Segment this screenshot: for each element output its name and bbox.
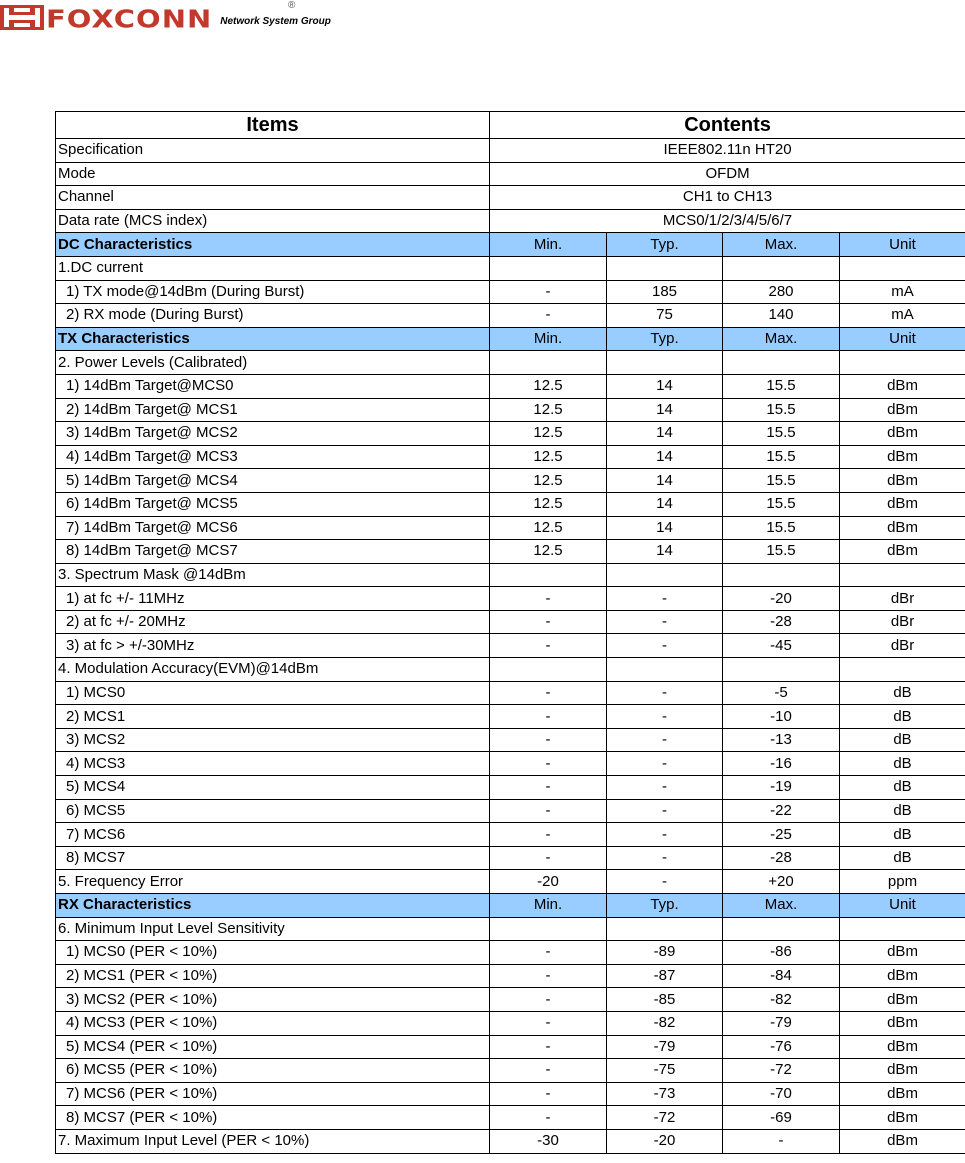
row-label: Specification bbox=[56, 139, 490, 163]
table-row bbox=[56, 776, 965, 800]
empty-cell bbox=[723, 917, 840, 941]
cell-unit: dBm bbox=[840, 516, 965, 540]
cell-min: - bbox=[490, 610, 607, 634]
cell-unit: dB bbox=[840, 728, 965, 752]
table-row bbox=[56, 634, 965, 658]
cell-max: 15.5 bbox=[723, 374, 840, 398]
empty-cell bbox=[607, 658, 723, 682]
cell-typ: - bbox=[607, 587, 723, 611]
cell-max: 15.5 bbox=[723, 516, 840, 540]
cell-min: - bbox=[490, 823, 607, 847]
cell-min: - bbox=[490, 941, 607, 965]
table-row bbox=[56, 209, 965, 233]
empty-cell bbox=[607, 256, 723, 280]
cell-typ: 75 bbox=[607, 304, 723, 328]
cell-unit: mA bbox=[840, 280, 965, 304]
column-header-unit: Unit bbox=[840, 327, 965, 351]
cell-unit: dB bbox=[840, 823, 965, 847]
cell-typ: -75 bbox=[607, 1059, 723, 1083]
group-label: 6. Minimum Input Level Sensitivity bbox=[56, 917, 490, 941]
cell-min: - bbox=[490, 280, 607, 304]
cell-unit: dBm bbox=[840, 1035, 965, 1059]
empty-cell bbox=[723, 351, 840, 375]
cell-min: - bbox=[490, 1059, 607, 1083]
table-row bbox=[56, 964, 965, 988]
foxconn-logo bbox=[0, 0, 331, 34]
table-row bbox=[56, 705, 965, 729]
table-row bbox=[56, 1129, 965, 1153]
empty-cell bbox=[723, 256, 840, 280]
brand-name: FOXCONN bbox=[46, 4, 213, 34]
cell-unit: dBr bbox=[840, 610, 965, 634]
table-row bbox=[56, 186, 965, 210]
cell-max: -5 bbox=[723, 681, 840, 705]
row-label: 2) MCS1 bbox=[56, 705, 490, 729]
column-header-min: Min. bbox=[490, 894, 607, 918]
cell-unit: dB bbox=[840, 752, 965, 776]
cell-min: - bbox=[490, 587, 607, 611]
cell-min: 12.5 bbox=[490, 516, 607, 540]
cell-unit: dBm bbox=[840, 374, 965, 398]
row-label: 1) MCS0 bbox=[56, 681, 490, 705]
cell-unit: mA bbox=[840, 304, 965, 328]
foxconn-logo-icon bbox=[0, 4, 44, 30]
table-row bbox=[56, 469, 965, 493]
cell-min: - bbox=[490, 752, 607, 776]
table-row bbox=[56, 540, 965, 564]
cell-typ: 14 bbox=[607, 540, 723, 564]
row-value: MCS0/1/2/3/4/5/6/7 bbox=[490, 209, 965, 233]
cell-typ: 14 bbox=[607, 398, 723, 422]
row-label: 5) MCS4 (PER < 10%) bbox=[56, 1035, 490, 1059]
row-label: 3) at fc > +/-30MHz bbox=[56, 634, 490, 658]
empty-cell bbox=[490, 658, 607, 682]
cell-min: - bbox=[490, 1082, 607, 1106]
table-row bbox=[56, 941, 965, 965]
row-label: 2) at fc +/- 20MHz bbox=[56, 610, 490, 634]
cell-min: 12.5 bbox=[490, 540, 607, 564]
table-row bbox=[56, 304, 965, 328]
cell-unit: dBm bbox=[840, 1011, 965, 1035]
empty-cell bbox=[490, 256, 607, 280]
cell-min: 12.5 bbox=[490, 398, 607, 422]
cell-typ: - bbox=[607, 705, 723, 729]
row-label: 5. Frequency Error bbox=[56, 870, 490, 894]
table-row bbox=[56, 1082, 965, 1106]
column-header-typ: Typ. bbox=[607, 233, 723, 257]
cell-max: -22 bbox=[723, 799, 840, 823]
cell-min: - bbox=[490, 846, 607, 870]
cell-min: - bbox=[490, 776, 607, 800]
group-row bbox=[56, 658, 965, 682]
cell-unit: dB bbox=[840, 681, 965, 705]
cell-max: -10 bbox=[723, 705, 840, 729]
cell-typ: - bbox=[607, 634, 723, 658]
cell-min: - bbox=[490, 1035, 607, 1059]
specification-table bbox=[55, 111, 965, 1154]
cell-max: -20 bbox=[723, 587, 840, 611]
table-row bbox=[56, 280, 965, 304]
cell-unit: dBm bbox=[840, 1106, 965, 1130]
cell-typ: -89 bbox=[607, 941, 723, 965]
cell-typ: 14 bbox=[607, 422, 723, 446]
cell-typ: -20 bbox=[607, 1129, 723, 1153]
cell-max: -82 bbox=[723, 988, 840, 1012]
group-label: 3. Spectrum Mask @14dBm bbox=[56, 563, 490, 587]
cell-max: -45 bbox=[723, 634, 840, 658]
column-header-max: Max. bbox=[723, 327, 840, 351]
column-header-unit: Unit bbox=[840, 233, 965, 257]
cell-typ: - bbox=[607, 681, 723, 705]
row-value: OFDM bbox=[490, 162, 965, 186]
table-row bbox=[56, 139, 965, 163]
cell-unit: dBm bbox=[840, 398, 965, 422]
table-row bbox=[56, 823, 965, 847]
cell-min: - bbox=[490, 705, 607, 729]
table-row bbox=[56, 1059, 965, 1083]
row-label: 4) MCS3 (PER < 10%) bbox=[56, 1011, 490, 1035]
row-label: 4) MCS3 bbox=[56, 752, 490, 776]
group-row bbox=[56, 917, 965, 941]
cell-typ: - bbox=[607, 823, 723, 847]
section-header-row bbox=[56, 233, 965, 257]
cell-min: - bbox=[490, 634, 607, 658]
row-label: 2) RX mode (During Burst) bbox=[56, 304, 490, 328]
cell-unit: ppm bbox=[840, 870, 965, 894]
section-title: TX Characteristics bbox=[56, 327, 490, 351]
table-row bbox=[56, 846, 965, 870]
cell-max: -72 bbox=[723, 1059, 840, 1083]
group-label: 1.DC current bbox=[56, 256, 490, 280]
cell-typ: 14 bbox=[607, 469, 723, 493]
cell-typ: -73 bbox=[607, 1082, 723, 1106]
row-label: 7) 14dBm Target@ MCS6 bbox=[56, 516, 490, 540]
table-row bbox=[56, 752, 965, 776]
cell-typ: - bbox=[607, 776, 723, 800]
column-header-min: Min. bbox=[490, 233, 607, 257]
header-items: Items bbox=[56, 112, 490, 139]
empty-cell bbox=[840, 256, 965, 280]
cell-min: - bbox=[490, 681, 607, 705]
empty-cell bbox=[840, 917, 965, 941]
cell-max: -79 bbox=[723, 1011, 840, 1035]
cell-min: - bbox=[490, 1011, 607, 1035]
row-label: 5) 14dBm Target@ MCS4 bbox=[56, 469, 490, 493]
row-label: 6) 14dBm Target@ MCS5 bbox=[56, 492, 490, 516]
column-header-typ: Typ. bbox=[607, 327, 723, 351]
row-label: 6) MCS5 bbox=[56, 799, 490, 823]
row-label: 8) MCS7 bbox=[56, 846, 490, 870]
cell-typ: 14 bbox=[607, 445, 723, 469]
cell-unit: dB bbox=[840, 799, 965, 823]
table-row bbox=[56, 422, 965, 446]
cell-unit: dBm bbox=[840, 540, 965, 564]
cell-min: 12.5 bbox=[490, 445, 607, 469]
row-label: 3) MCS2 (PER < 10%) bbox=[56, 988, 490, 1012]
cell-unit: dBm bbox=[840, 1059, 965, 1083]
cell-min: - bbox=[490, 964, 607, 988]
cell-unit: dBr bbox=[840, 634, 965, 658]
row-label: Channel bbox=[56, 186, 490, 210]
table-row bbox=[56, 799, 965, 823]
cell-min: - bbox=[490, 799, 607, 823]
cell-typ: - bbox=[607, 799, 723, 823]
group-row bbox=[56, 563, 965, 587]
empty-cell bbox=[840, 351, 965, 375]
cell-max: 15.5 bbox=[723, 492, 840, 516]
cell-unit: dBm bbox=[840, 422, 965, 446]
column-header-max: Max. bbox=[723, 894, 840, 918]
cell-min: - bbox=[490, 728, 607, 752]
cell-max: 15.5 bbox=[723, 469, 840, 493]
row-label: 3) 14dBm Target@ MCS2 bbox=[56, 422, 490, 446]
table-row bbox=[56, 445, 965, 469]
table-row bbox=[56, 587, 965, 611]
column-header-typ: Typ. bbox=[607, 894, 723, 918]
cell-min: -20 bbox=[490, 870, 607, 894]
table-row bbox=[56, 1011, 965, 1035]
row-label: 5) MCS4 bbox=[56, 776, 490, 800]
cell-min: 12.5 bbox=[490, 492, 607, 516]
row-label: 4) 14dBm Target@ MCS3 bbox=[56, 445, 490, 469]
cell-min: -30 bbox=[490, 1129, 607, 1153]
cell-min: - bbox=[490, 1106, 607, 1130]
table-header-row bbox=[56, 112, 965, 139]
table-row bbox=[56, 398, 965, 422]
brand-group: Network System Group bbox=[220, 16, 331, 27]
cell-typ: 14 bbox=[607, 516, 723, 540]
cell-max: 15.5 bbox=[723, 540, 840, 564]
table-row bbox=[56, 1106, 965, 1130]
registered-mark: ® bbox=[288, 0, 296, 11]
column-header-min: Min. bbox=[490, 327, 607, 351]
cell-unit: dBm bbox=[840, 988, 965, 1012]
empty-cell bbox=[490, 351, 607, 375]
row-label: 2) 14dBm Target@ MCS1 bbox=[56, 398, 490, 422]
cell-max: -70 bbox=[723, 1082, 840, 1106]
column-header-unit: Unit bbox=[840, 894, 965, 918]
cell-min: 12.5 bbox=[490, 374, 607, 398]
section-title: DC Characteristics bbox=[56, 233, 490, 257]
empty-cell bbox=[723, 563, 840, 587]
row-label: 8) MCS7 (PER < 10%) bbox=[56, 1106, 490, 1130]
cell-max: -86 bbox=[723, 941, 840, 965]
cell-unit: dBm bbox=[840, 445, 965, 469]
cell-typ: - bbox=[607, 728, 723, 752]
cell-unit: dBm bbox=[840, 469, 965, 493]
row-value: IEEE802.11n HT20 bbox=[490, 139, 965, 163]
empty-cell bbox=[607, 563, 723, 587]
row-label: 7) MCS6 bbox=[56, 823, 490, 847]
table-row bbox=[56, 492, 965, 516]
empty-cell bbox=[490, 917, 607, 941]
table-row bbox=[56, 870, 965, 894]
cell-max: -19 bbox=[723, 776, 840, 800]
row-label: 1) at fc +/- 11MHz bbox=[56, 587, 490, 611]
row-label: Data rate (MCS index) bbox=[56, 209, 490, 233]
cell-max: 280 bbox=[723, 280, 840, 304]
cell-typ: -82 bbox=[607, 1011, 723, 1035]
cell-unit: dBm bbox=[840, 941, 965, 965]
cell-unit: dBr bbox=[840, 587, 965, 611]
cell-typ: 14 bbox=[607, 374, 723, 398]
row-label: 1) MCS0 (PER < 10%) bbox=[56, 941, 490, 965]
cell-unit: dB bbox=[840, 776, 965, 800]
section-title: RX Characteristics bbox=[56, 894, 490, 918]
cell-max: -28 bbox=[723, 610, 840, 634]
empty-cell bbox=[723, 658, 840, 682]
table-row bbox=[56, 988, 965, 1012]
cell-unit: dBm bbox=[840, 964, 965, 988]
cell-typ: 14 bbox=[607, 492, 723, 516]
cell-typ: 185 bbox=[607, 280, 723, 304]
table-row bbox=[56, 1035, 965, 1059]
cell-typ: -85 bbox=[607, 988, 723, 1012]
cell-max: 15.5 bbox=[723, 398, 840, 422]
cell-max: - bbox=[723, 1129, 840, 1153]
cell-typ: - bbox=[607, 870, 723, 894]
group-label: 2. Power Levels (Calibrated) bbox=[56, 351, 490, 375]
row-label: 2) MCS1 (PER < 10%) bbox=[56, 964, 490, 988]
row-label: 8) 14dBm Target@ MCS7 bbox=[56, 540, 490, 564]
row-label: 3) MCS2 bbox=[56, 728, 490, 752]
cell-max: +20 bbox=[723, 870, 840, 894]
row-label: Mode bbox=[56, 162, 490, 186]
table-row bbox=[56, 374, 965, 398]
cell-max: -25 bbox=[723, 823, 840, 847]
header-contents: Contents bbox=[490, 112, 965, 139]
cell-max: 140 bbox=[723, 304, 840, 328]
cell-max: -84 bbox=[723, 964, 840, 988]
table-row bbox=[56, 162, 965, 186]
cell-max: -76 bbox=[723, 1035, 840, 1059]
cell-max: 15.5 bbox=[723, 445, 840, 469]
row-value: CH1 to CH13 bbox=[490, 186, 965, 210]
group-label: 4. Modulation Accuracy(EVM)@14dBm bbox=[56, 658, 490, 682]
row-label: 7) MCS6 (PER < 10%) bbox=[56, 1082, 490, 1106]
cell-min: - bbox=[490, 988, 607, 1012]
table-row bbox=[56, 681, 965, 705]
section-header-row bbox=[56, 894, 965, 918]
group-row bbox=[56, 256, 965, 280]
cell-max: -16 bbox=[723, 752, 840, 776]
cell-typ: -72 bbox=[607, 1106, 723, 1130]
cell-typ: -87 bbox=[607, 964, 723, 988]
empty-cell bbox=[607, 917, 723, 941]
group-row bbox=[56, 351, 965, 375]
cell-typ: -79 bbox=[607, 1035, 723, 1059]
cell-min: - bbox=[490, 304, 607, 328]
cell-typ: - bbox=[607, 752, 723, 776]
empty-cell bbox=[840, 658, 965, 682]
cell-max: -28 bbox=[723, 846, 840, 870]
cell-unit: dBm bbox=[840, 1082, 965, 1106]
cell-min: 12.5 bbox=[490, 422, 607, 446]
cell-unit: dBm bbox=[840, 1129, 965, 1153]
cell-unit: dB bbox=[840, 846, 965, 870]
cell-typ: - bbox=[607, 610, 723, 634]
empty-cell bbox=[840, 563, 965, 587]
cell-max: 15.5 bbox=[723, 422, 840, 446]
table-row bbox=[56, 728, 965, 752]
cell-min: 12.5 bbox=[490, 469, 607, 493]
empty-cell bbox=[607, 351, 723, 375]
table-row bbox=[56, 516, 965, 540]
cell-max: -69 bbox=[723, 1106, 840, 1130]
cell-unit: dBm bbox=[840, 492, 965, 516]
row-label: 7. Maximum Input Level (PER < 10%) bbox=[56, 1129, 490, 1153]
section-header-row bbox=[56, 327, 965, 351]
cell-max: -13 bbox=[723, 728, 840, 752]
row-label: 1) 14dBm Target@MCS0 bbox=[56, 374, 490, 398]
column-header-max: Max. bbox=[723, 233, 840, 257]
empty-cell bbox=[490, 563, 607, 587]
row-label: 6) MCS5 (PER < 10%) bbox=[56, 1059, 490, 1083]
table-row bbox=[56, 610, 965, 634]
cell-typ: - bbox=[607, 846, 723, 870]
row-label: 1) TX mode@14dBm (During Burst) bbox=[56, 280, 490, 304]
cell-unit: dB bbox=[840, 705, 965, 729]
